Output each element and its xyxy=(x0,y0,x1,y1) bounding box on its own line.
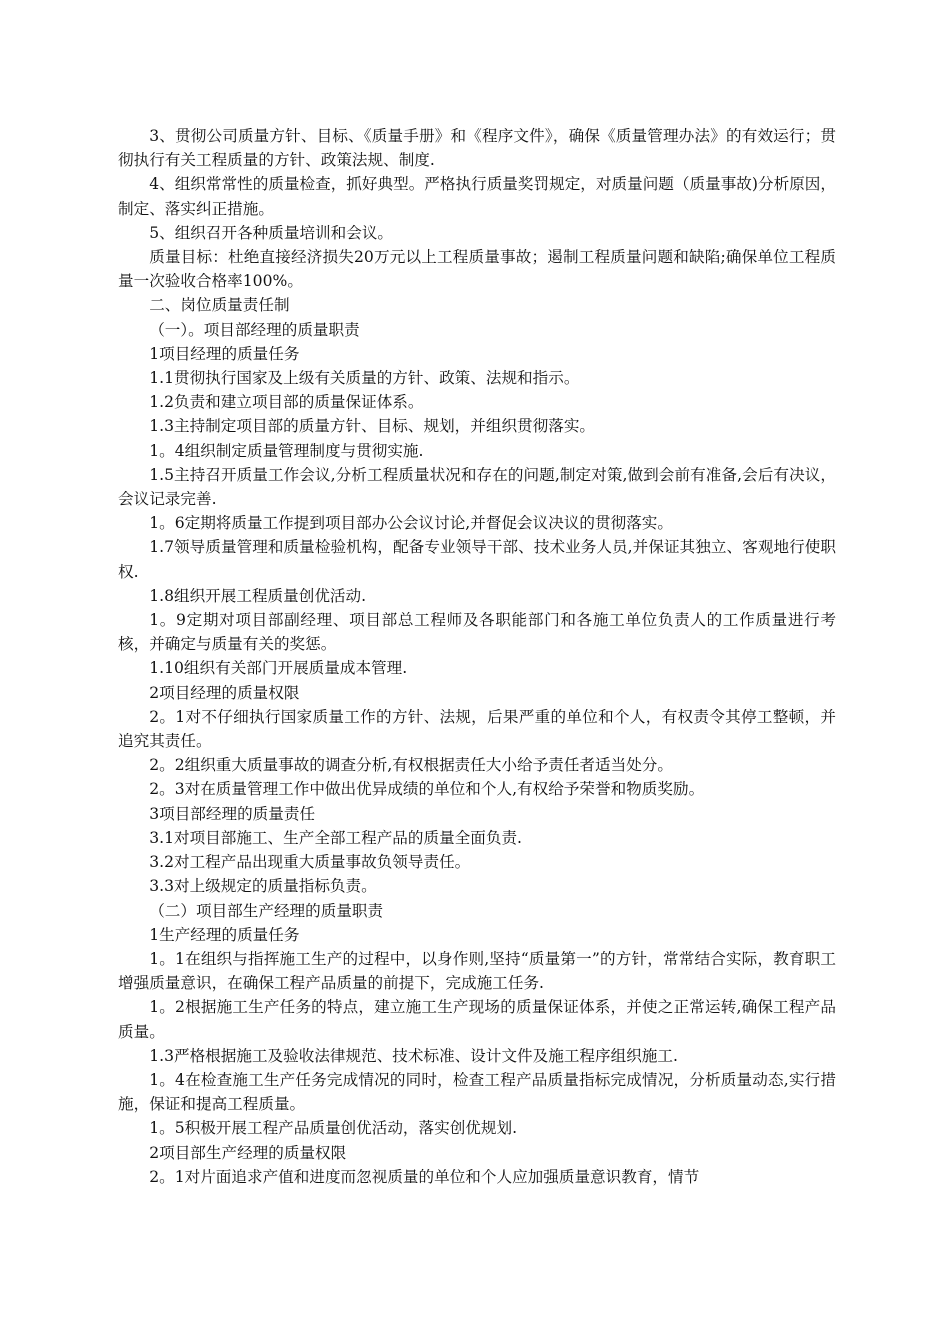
paragraph: 5、组织召开各种质量培训和会议。 xyxy=(149,223,394,242)
paragraph: 3.2对工程产品出现重大质量事故负领导责任。 xyxy=(149,853,471,872)
paragraph: 3.1对项目部施工、生产全部工程产品的质量全面负责. xyxy=(149,828,523,847)
paragraph: 3、贯彻公司质量方针、目标、《质量手册》和《程序文件》，确保《质量管理办法》的有效运行；贯彻执行有关工程质量的方针、政策法规、制度. xyxy=(118,127,836,170)
paragraph: 1.2负责和建立项目部的质量保证体系。 xyxy=(149,393,424,412)
paragraph: 1。2根据施工生产任务的特点，建立施工生产现场的质量保证体系，并使之正常运转,确保工程产品质量。 xyxy=(118,998,836,1041)
paragraph: 1.7领导质量管理和质量检验机构，配备专业领导干部、技术业务人员,并保证其独立、客观地行使职权. xyxy=(118,538,836,581)
paragraph: 2。2组织重大质量事故的调查分析,有权根据责任大小给予责任者适当处分。 xyxy=(149,756,673,775)
document-page xyxy=(118,124,836,1189)
paragraph: 1生产经理的质量任务 xyxy=(149,925,300,944)
paragraph: 2项目经理的质量权限 xyxy=(149,683,300,702)
paragraph: 3.3对上级规定的质量指标负责。 xyxy=(149,877,377,896)
paragraph: 4、组织常常性的质量检查，抓好典型。严格执行质量奖罚规定，对质量问题（质量事故)分析原因，制定、落实纠正措施。 xyxy=(118,175,836,218)
paragraph: 1.3严格根据施工及验收法律规范、技术标准、设计文件及施工程序组织施工. xyxy=(149,1046,678,1065)
paragraph: 二、岗位质量责任制 xyxy=(149,296,290,315)
paragraph: 1。6定期将质量工作提到项目部办公会议讨论,并督促会议决议的贯彻落实。 xyxy=(149,514,673,533)
paragraph: 质量目标：杜绝直接经济损失20万元以上工程质量事故；遏制工程质量问题和缺陷;确保单位工程质量一次验收合格率100%。 xyxy=(118,248,836,291)
paragraph: 2项目部生产经理的质量权限 xyxy=(149,1143,347,1162)
paragraph: 1.1贯彻执行国家及上级有关质量的方针、政策、法规和指示。 xyxy=(149,369,580,388)
paragraph: 1。1在组织与指挥施工生产的过程中，以身作则,坚持“质量第一”的方针，常常结合实际，教育职工增强质量意识，在确保工程产品质量的前提下，完成施工任务. xyxy=(118,949,836,993)
paragraph: 2。1对片面追求产值和进度而忽视质量的单位和个人应加强质量意识教育，情节 xyxy=(149,1167,700,1186)
paragraph: 1。4在检查施工生产任务完成情况的同时，检查工程产品质量指标完成情况，分析质量动态,实行措施，保证和提高工程质量。 xyxy=(118,1070,836,1114)
paragraph: 1项目经理的质量任务 xyxy=(149,344,300,363)
paragraph: 1.5主持召开质量工作会议,分析工程质量状况和存在的问题,制定对策,做到会前有准备,会后有决议，会议记录完善. xyxy=(118,465,836,509)
paragraph: 1.8组织开展工程质量创优活动. xyxy=(149,586,367,605)
paragraph: 1.3主持制定项目部的质量方针、目标、规划，并组织贯彻落实。 xyxy=(149,417,596,436)
paragraph: 3项目部经理的质量责任 xyxy=(149,804,316,823)
paragraph: （一）。项目部经理的质量职责 xyxy=(149,320,360,339)
paragraph: 1。4组织制定质量管理制度与贯彻实施. xyxy=(149,441,424,460)
paragraph: 2。3对在质量管理工作中做出优异成绩的单位和个人,有权给予荣誉和物质奖励。 xyxy=(149,780,705,799)
paragraph: 1.10组织有关部门开展质量成本管理. xyxy=(149,659,408,678)
paragraph: （二）项目部生产经理的质量职责 xyxy=(149,901,384,920)
paragraph: 1。9定期对项目部副经理、项目部总工程师及各职能部门和各施工单位负责人的工作质量进行考核，并确定与质量有关的奖惩。 xyxy=(118,611,836,654)
paragraph: 2。1对不仔细执行国家质量工作的方针、法规，后果严重的单位和个人，有权责令其停工整顿，并追究其责任。 xyxy=(118,707,836,751)
paragraph: 1。5积极开展工程产品质量创优活动，落实创优规划. xyxy=(149,1119,518,1138)
